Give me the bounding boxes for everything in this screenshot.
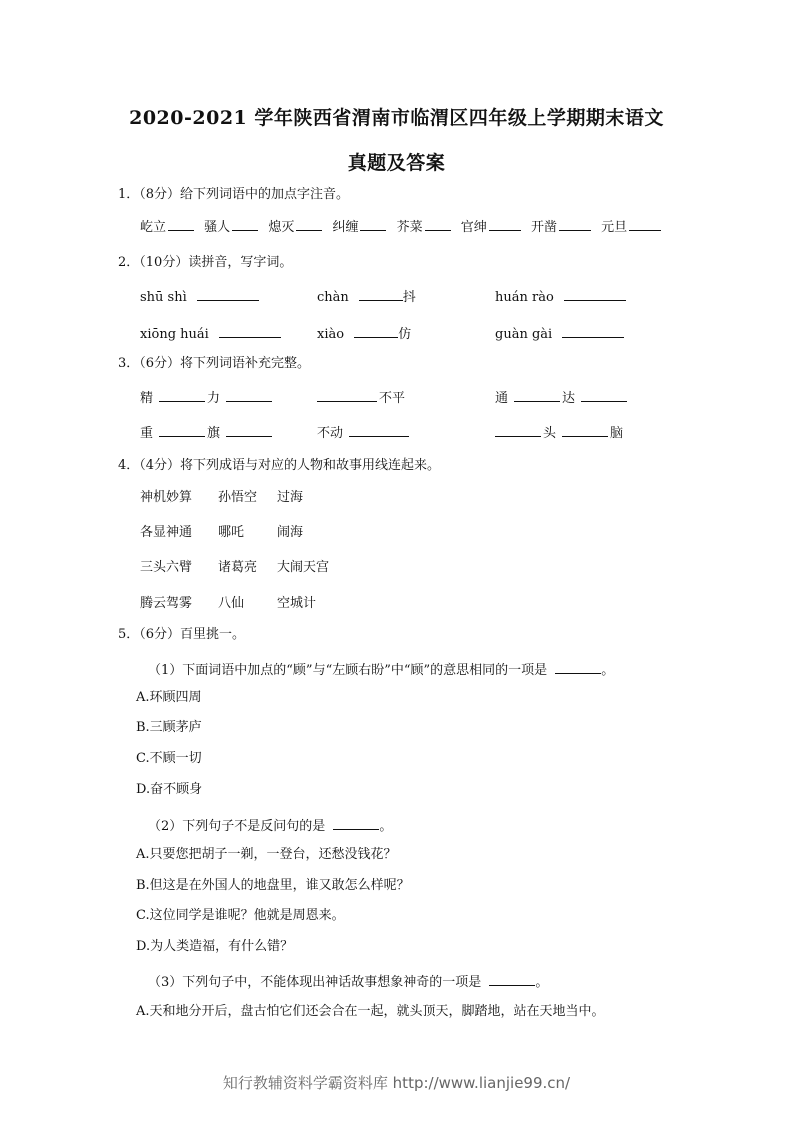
option[interactable]: A.环顾四周 — [136, 690, 202, 705]
answer-blank[interactable] — [226, 424, 272, 437]
q3-char: 力 — [207, 391, 221, 406]
answer-blank[interactable] — [197, 288, 259, 301]
q2-char: 抖 — [402, 290, 416, 305]
sub-question-text: （2）下列句子不是反问句的是 — [148, 819, 326, 834]
question-1-words — [140, 218, 661, 236]
answer-blank[interactable] — [219, 325, 281, 338]
q3-char: 不平 — [379, 391, 406, 406]
pinyin-text: huán rào — [495, 290, 554, 305]
q1-word: 熄灭 — [268, 220, 295, 235]
q3-char: 通 — [495, 391, 509, 406]
q1-word: 开凿 — [530, 220, 557, 235]
answer-blank[interactable] — [226, 389, 272, 402]
q3-char: 旗 — [207, 426, 221, 441]
q1-word: 芥菜 — [396, 220, 423, 235]
character: 孙悟空 — [218, 490, 258, 505]
q3-char: 脑 — [610, 426, 624, 441]
q3-item — [317, 424, 409, 442]
q2-item — [495, 325, 624, 343]
q1-word: 元旦 — [601, 220, 628, 235]
q3-char: 头 — [543, 426, 557, 441]
q2-item — [317, 325, 411, 343]
q2-item — [495, 288, 626, 306]
q2-item — [140, 325, 281, 343]
q2-item — [317, 288, 416, 306]
sub-question-text: （1）下面词语中加点的“顾”与“左顾右盼”中“顾”的意思相同的一项是 — [148, 663, 548, 678]
pinyin-text: shū shì — [140, 290, 187, 305]
answer-blank[interactable] — [559, 218, 591, 231]
idiom: 腾云驾雾 — [140, 596, 193, 611]
story: 闹海 — [277, 525, 304, 540]
sub-question-text: （3）下列句子中，不能体现出神话故事想象神奇的一项是 — [148, 975, 482, 990]
pinyin-text: xiào — [317, 327, 345, 342]
punctuation: 。 — [379, 819, 393, 834]
answer-blank[interactable] — [514, 389, 560, 402]
answer-blank[interactable] — [232, 218, 258, 231]
option[interactable]: B.但这是在外国人的地盘里，谁又敢怎么样呢？ — [136, 878, 410, 893]
sub-question-1 — [148, 661, 614, 679]
page-title-line-1: 2020-2021 学年陕西省渭南市临渭区四年级上学期期末语文 — [129, 107, 664, 129]
option[interactable]: A.天和地分开后，盘古怕它们还会合在一起，就头顶天，脚踏地，站在天地当中。 — [136, 1004, 605, 1019]
idiom: 神机妙算 — [140, 490, 193, 505]
option[interactable]: D.奋不顾身 — [136, 782, 203, 797]
q3-item — [495, 389, 627, 407]
answer-blank[interactable] — [159, 389, 205, 402]
answer-blank[interactable] — [317, 389, 377, 402]
pinyin-text: xiōng huái — [140, 327, 209, 342]
answer-blank[interactable] — [562, 325, 624, 338]
answer-blank[interactable] — [629, 218, 661, 231]
q3-item — [140, 389, 272, 407]
answer-blank[interactable] — [495, 424, 541, 437]
character: 哪吒 — [218, 525, 245, 540]
answer-blank[interactable] — [354, 325, 398, 338]
q3-item — [317, 389, 405, 407]
answer-blank[interactable] — [349, 424, 409, 437]
option[interactable]: B.三顾茅庐 — [136, 720, 202, 735]
answer-blank[interactable] — [489, 218, 521, 231]
answer-blank[interactable] — [359, 288, 403, 301]
sub-question-3 — [148, 973, 548, 991]
story: 大闹天宫 — [277, 560, 330, 575]
q3-char: 达 — [562, 391, 576, 406]
page-title-line-2: 真题及答案 — [347, 152, 446, 174]
question-1-heading: 1．（8分）给下列词语中的加点字注音。 — [118, 187, 350, 202]
option[interactable]: C.不顾一切 — [136, 751, 202, 766]
answer-blank[interactable] — [555, 661, 601, 674]
sub-question-2 — [148, 817, 392, 835]
answer-blank[interactable] — [562, 424, 608, 437]
idiom: 各显神通 — [140, 525, 193, 540]
answer-blank[interactable] — [489, 973, 535, 986]
q3-char: 不动 — [317, 426, 344, 441]
character: 诸葛亮 — [218, 560, 258, 575]
answer-blank[interactable] — [581, 389, 627, 402]
q1-word: 骚人 — [204, 220, 231, 235]
q3-char: 重 — [140, 426, 154, 441]
footer-watermark: 知行教辅资料学霸资料库 http://www.lianjie99.cn/ — [222, 1074, 571, 1092]
q1-word: 屹立 — [140, 220, 167, 235]
question-3-heading: 3．（6分）将下列词语补充完整。 — [118, 356, 311, 371]
q3-char: 精 — [140, 391, 154, 406]
answer-blank[interactable] — [159, 424, 205, 437]
punctuation: 。 — [601, 663, 615, 678]
punctuation: 。 — [535, 975, 549, 990]
option[interactable]: D.为人类造福，有什么错？ — [136, 939, 294, 954]
q3-item — [140, 424, 272, 442]
answer-blank[interactable] — [564, 288, 626, 301]
question-5-heading: 5．（6分）百里挑一。 — [118, 627, 246, 642]
answer-blank[interactable] — [425, 218, 451, 231]
answer-blank[interactable] — [296, 218, 322, 231]
q2-char: 仿 — [398, 327, 412, 342]
question-4-heading: 4．（4分）将下列成语与对应的人物和故事用线连起来。 — [118, 458, 441, 473]
pinyin-text: guàn gài — [495, 327, 553, 342]
option[interactable]: C.这位同学是谁呢？他就是周恩来。 — [136, 908, 345, 923]
answer-blank[interactable] — [168, 218, 194, 231]
answer-blank[interactable] — [360, 218, 386, 231]
q3-item — [495, 424, 623, 442]
q1-word: 官绅 — [460, 220, 487, 235]
q2-item — [140, 288, 259, 306]
idiom: 三头六臂 — [140, 560, 193, 575]
story: 过海 — [277, 490, 304, 505]
q1-word: 纠缠 — [332, 220, 359, 235]
option[interactable]: A.只要您把胡子一剃，一登台，还愁没钱花？ — [136, 847, 397, 862]
character: 八仙 — [218, 596, 245, 611]
story: 空城计 — [277, 596, 317, 611]
pinyin-text: chàn — [317, 290, 349, 305]
question-2-heading: 2．（10分）读拼音，写字词。 — [118, 255, 293, 270]
answer-blank[interactable] — [333, 817, 379, 830]
